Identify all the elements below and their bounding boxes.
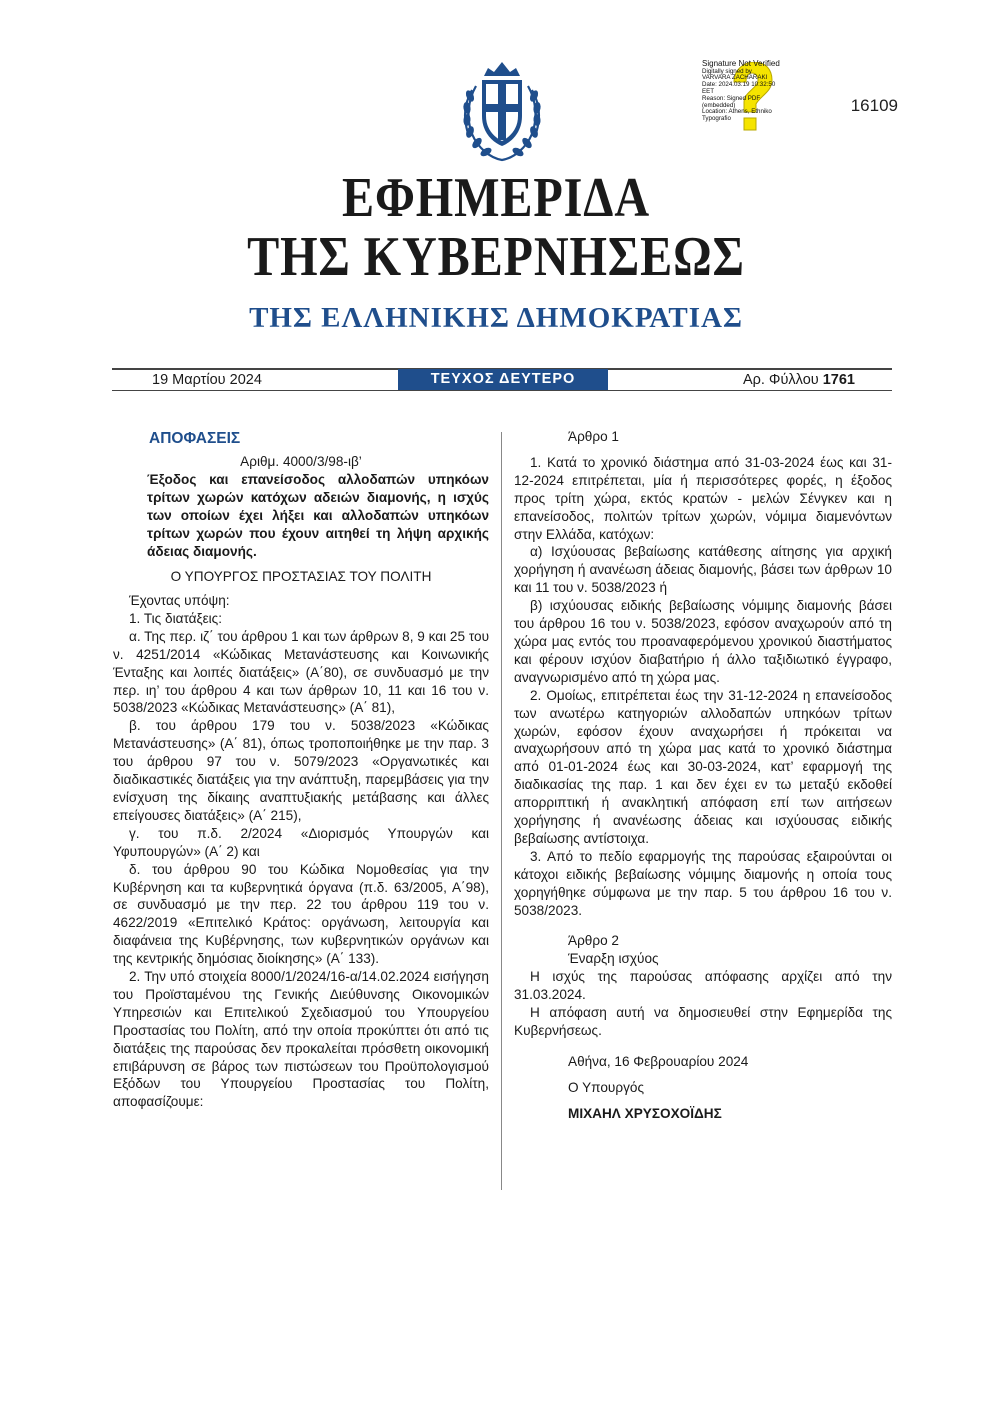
paragraph: α) Ισχύουσας βεβαίωσης κατάθεσης αίτησης για αρχική χορήγηση ή ανανέωση άδειας διαμονής, βάσει των άρθρων 10 και 11 του ν. 5038/2023 ή	[514, 544, 892, 596]
column-divider	[501, 432, 502, 1190]
sheet-number-value: 1761	[822, 372, 855, 388]
paragraph: 2. Την υπό στοιχεία 8000/1/2024/16-α/14.02.2024 εισήγηση του Προϊσταμένου της Γενικής Διεύθυνσης Οικονομικών Υπηρεσιών και Επιτελικού Σχεδιασμού του Υπουργείου Προστασίας του Πολίτη, από την οποία προκύπτει ότι από τις διατάξεις της παρούσας δεν προκαλείται πρόσθετη οικονομική επιβάρυνση σε βάρος των πιστώσεων του Προϋπολογισμού Εξόδων του Υπουργείου Προστασίας του Πολίτη, αποφασίζουμε:	[113, 969, 489, 1110]
paragraph: Η ισχύς της παρούσας απόφασης αρχίζει από την 31.03.2024.	[514, 969, 892, 1003]
signature-line: EET	[702, 87, 715, 95]
signature-line: VARVARA ZACHARAKI	[702, 74, 768, 82]
article-subheading: Έναρξη ισχύος	[568, 951, 659, 967]
minister-heading: Ο ΥΠΟΥΡΓΟΣ ΠΡΟΣΤΑΣΙΑΣ ΤΟΥ ΠΟΛΙΤΗ	[170, 569, 432, 584]
masthead-line-1: ΕΦΗΜΕΡΙΔΑ	[342, 167, 650, 229]
paragraph: β. του άρθρου 179 του ν. 5038/2023 «Κώδικας Μετανάστευσης» (Α΄ 81), όπως τροποποιήθηκε με την παρ. 3 του άρθρου 97 του ν. 5079/2023 «Οργανωτικές και διαδικαστικές διατάξεις για την ανάπτυξη, παρεμβάσεις για την ενίσχυση της δίκαιης αναπτυξιακής μετάβασης και άλλες επείγουσες διατάξεις» (Α΄ 215),	[113, 718, 489, 823]
issue-date: 19 Μαρτίου 2024	[152, 372, 262, 388]
paragraph: 1. Τις διατάξεις:	[129, 610, 222, 626]
greek-coat-of-arms-icon	[458, 56, 546, 164]
masthead-subtitle: ΤΗΣ ΕΛΛΗΝΙΚΗΣ ΔΗΜΟΚΡΑΤΙΑΣ	[249, 302, 743, 334]
issue-series-badge: ΤΕΥΧΟΣ ΔΕΥΤΕΡΟ	[398, 369, 608, 390]
paragraph: β) ισχύουσας ειδικής βεβαίωσης νόμιμης διαμονής βάσει του άρθρου 16 του ν. 5038/2023, εφόσον αναχωρούν από τη χώρα μας εντός του προαναφερόμενου χρονικού διαστήματος και φέρουν ισχύον διαβατήριο ή άλλο ταξιδιωτικό έγγραφο, αναγνωρισμένο από τη χώρα μας.	[514, 598, 892, 685]
signature-title: Signature Not Verified	[702, 59, 780, 68]
paragraph: 3. Από το πεδίο εφαρμογής της παρούσας εξαιρούνται οι κάτοχοι ειδικής βεβαίωσης νόμιμης διαμονής η οποία τους χορηγήθηκε σύμφωνα με την παρ. 5 του άρθρου 16 του ν. 5038/2023.	[514, 848, 892, 918]
paragraph: Έχοντας υπόψη:	[129, 593, 230, 608]
paragraph: α. Της περ. ιζ΄ του άρθρου 1 και των άρθρων 8, 9 και 25 του ν. 4251/2014 «Κώδικας Μετανάστευσης και Κοινωνικής Ένταξης και λοιπές διατάξεις» (Α΄80), σε συνδυασμό με την περ. ιη’ του άρθρου 4 και των άρθρων 10, 11 και 16 του ν. 5038/2023 «Κώδικας Μετανάστευσης» (Α΄ 81),	[113, 628, 489, 716]
signature-line: Date: 2024.03.19 10:32:50	[702, 81, 776, 89]
decision-title: Έξοδος και επανείσοδος αλλοδαπών υπηκόων τρίτων χωρών κατόχων αδειών διαμονής, η ισχύς των οποίων έχει λήξει και αλλοδαπών υπηκόων τρίτων χωρών που έχουν αιτηθεί τη λήψη αρχικής άδειας διαμονής.	[147, 472, 489, 559]
page-number: 16109	[850, 96, 898, 115]
paragraph: 2. Ομοίως, επιτρέπεται έως την 31-12-2024 η επανείσοδος των ανωτέρω κατηγοριών αλλοδαπών υπηκόων τρίτων χωρών, εφόσον έχουν αναχωρήσει ή πρόκειται να αναχωρήσουν από τη χώρα μας κατά το χρονικό διάστημα από 01-01-2024 έως και 30-03-2024, κατ’ εφαρμογή της διαδικασίας της παρ. 1 και δεν έχει εν τω μεταξύ εκδοθεί απορριπτική ή ανακλητική απόφαση επί των αιτήσεων χορήγησης ή ανανέωσης άδειας και ισχύουσας ειδικής βεβαίωσης αντίστοιχα.	[514, 687, 892, 846]
minister-name: ΜΙΧΑΗΛ ΧΡΥΣΟΧΟΪΔΗΣ	[568, 1105, 722, 1121]
paragraph: δ. του άρθρου 90 του Κώδικα Νομοθεσίας για την Κυβέρνηση και τα κυβερνητικά όργανα (π.δ. 63/2005, Α΄98), σε συνδυασμό με την περ. 22 του άρθρου 119 του ν. 4622/2019 «Επιτελικό Κράτος: οργάνωση, λειτουργία και διαφάνεια της Κυβέρνησης, των κυβερνητικών οργάνων και της κεντρικής δημόσιας διοίκησης» (Α΄ 133).	[113, 861, 489, 967]
sheet-label: Αρ. Φύλλου	[742, 372, 819, 388]
masthead-line-2: ΤΗΣ ΚΥΒΕΡΝΗΣΕΩΣ	[247, 226, 745, 288]
decision-number: Αριθμ. 4000/3/98-ιβ’	[240, 454, 362, 469]
sheet-number	[743, 370, 855, 390]
place-date: Αθήνα, 16 Φεβρουαρίου 2024	[568, 1053, 749, 1069]
article-heading: Άρθρο 1	[568, 429, 619, 444]
paragraph: 1. Κατά το χρονικό διάστημα από 31-03-2024 έως και 31-12-2024 επιτρέπεται, μία ή περισσότερες φορές, η έξοδος προς τρίτη χώρα, εκτός κρατών - μελών Σένγκεν και η επανείσοδος, πολιτών τρίτων χωρών, νόμιμα διαμενόντων στην Ελλάδα, κατόχων:	[514, 454, 892, 542]
signature-line: Typografio	[702, 115, 731, 123]
signature-line: Location: Athens, Ethniko	[702, 108, 772, 116]
minister-role: Ο Υπουργός	[568, 1079, 644, 1095]
article-heading: Άρθρο 2	[568, 933, 619, 949]
signature-line: Reason: Signed PDF	[702, 94, 761, 102]
signature-line: Digitally signed by	[702, 67, 752, 75]
paragraph: γ. του π.δ. 2/2024 «Διορισμός Υπουργών και Υφυπουργών» (Α΄ 2) και	[113, 825, 489, 859]
paragraph: Η απόφαση αυτή να δημοσιευθεί στην Εφημερίδα της Κυβερνήσεως.	[514, 1005, 892, 1038]
issue-bar-bottom-rule	[112, 390, 892, 391]
left-column	[113, 428, 489, 1111]
digital-signature-stamp	[702, 60, 794, 140]
section-title: ΑΠΟΦΑΣΕΙΣ	[149, 430, 241, 447]
right-column	[514, 428, 892, 1123]
signature-line: (embedded)	[702, 101, 736, 109]
